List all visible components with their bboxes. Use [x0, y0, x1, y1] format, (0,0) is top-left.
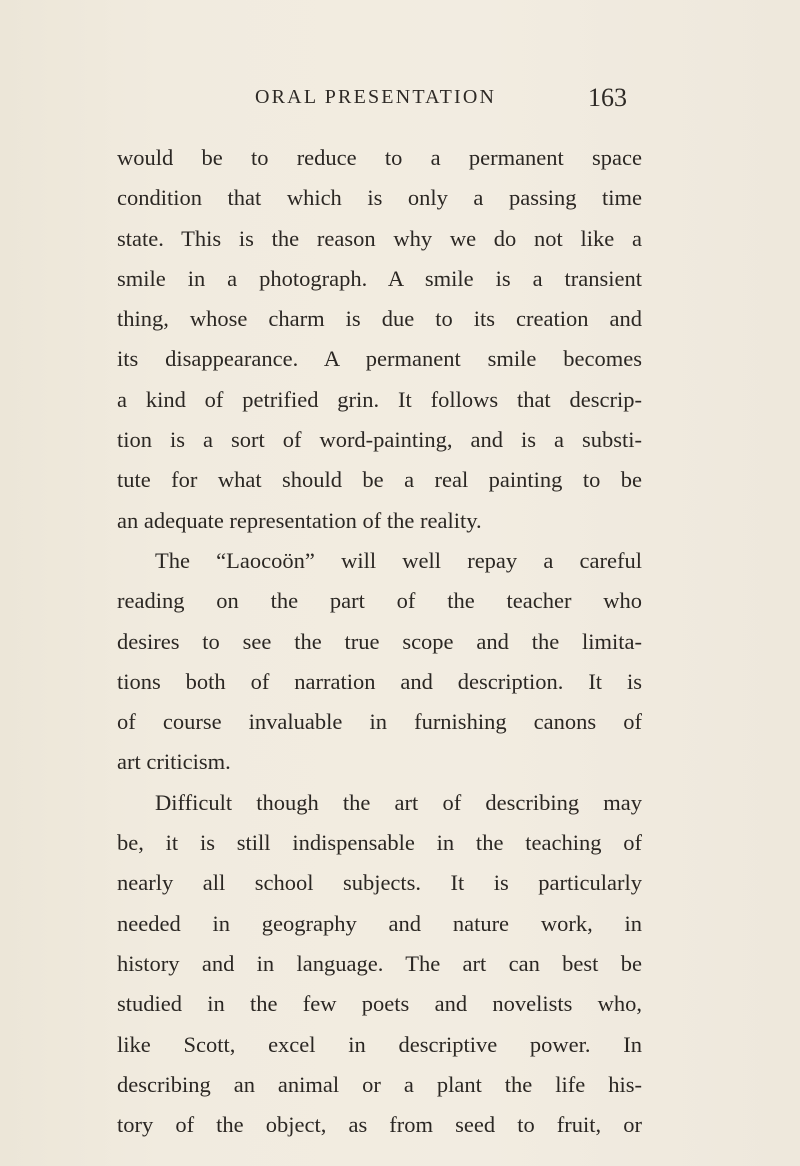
text-line: tory of the object, as from seed to fruit, or: [117, 1112, 642, 1138]
text-line: nearly all school subjects. It is particularly: [117, 870, 642, 896]
text-line: be, it is still indispensable in the teaching of: [117, 830, 642, 856]
text-line: history and in language. The art can best be: [117, 950, 642, 976]
text-line: tute for what should be a real painting to be: [117, 467, 642, 493]
running-title: ORAL PRESENTATION: [255, 86, 497, 108]
text-line: describing an animal or a plant the life his-: [117, 1071, 642, 1097]
text-line: would be to reduce to a permanent space: [117, 145, 642, 170]
text-line: desires to see the true scope and the limita-: [117, 628, 642, 654]
text-line: a kind of petrified grin. It follows that descrip-: [117, 386, 642, 412]
text-line: condition that which is only a passing time: [117, 185, 642, 211]
text-line: of course invaluable in furnishing canons of: [117, 709, 642, 735]
text-line: its disappearance. A permanent smile becomes: [117, 346, 642, 372]
text-line: thing, whose charm is due to its creation and: [117, 306, 642, 332]
text-line: like Scott, excel in descriptive power. In: [117, 1031, 642, 1057]
text-line: tions both of narration and description. It is: [117, 668, 642, 694]
paragraph-start-line: Difficult though the art of describing may: [155, 789, 642, 815]
text-line: state. This is the reason why we do not like a: [117, 225, 642, 251]
text-line: reading on the part of the teacher who: [117, 588, 642, 614]
running-head: [0, 83, 800, 116]
text-line: smile in a photograph. A smile is a transient: [117, 265, 642, 291]
text-line: tion is a sort of word-painting, and is a substi-: [117, 427, 642, 453]
text-line: studied in the few poets and novelists who,: [117, 991, 642, 1017]
text-line: needed in geography and nature work, in: [117, 910, 642, 936]
page-number: 163: [588, 83, 627, 112]
body-text: [117, 138, 642, 1145]
paragraph-end-line: art criticism.: [117, 749, 231, 775]
paragraph-start-line: The “Laocoön” will well repay a careful: [155, 547, 642, 573]
paragraph-end-line: an adequate representation of the reality.: [117, 507, 482, 533]
